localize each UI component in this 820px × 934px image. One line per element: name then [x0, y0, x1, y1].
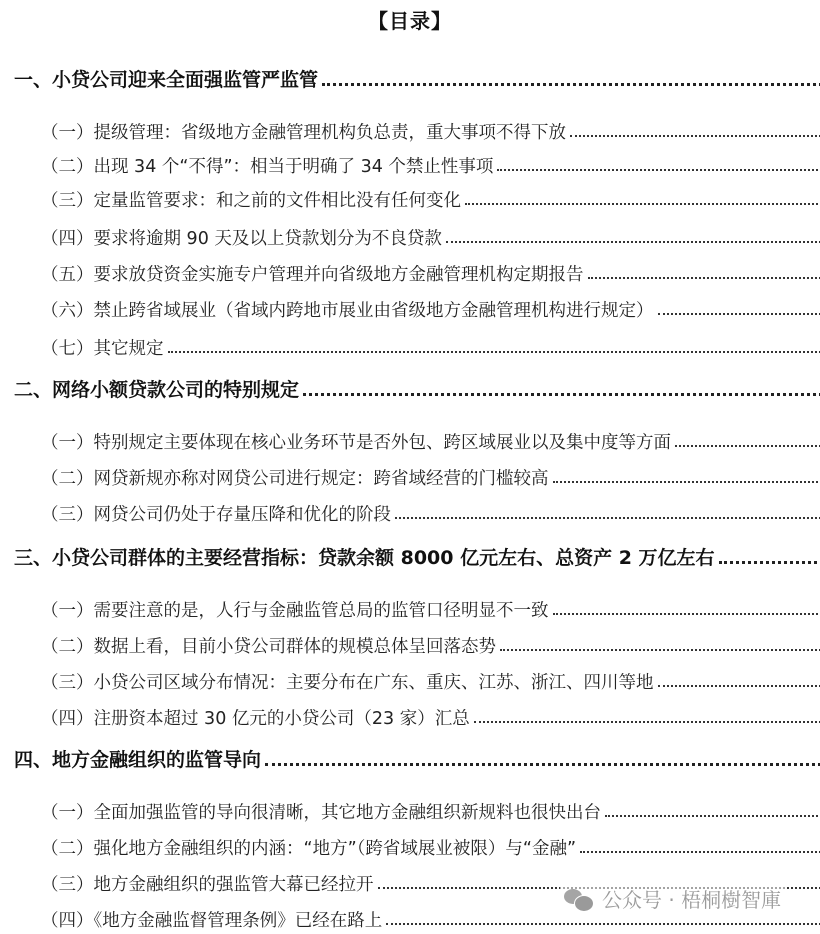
toc-item[interactable]	[0, 292, 820, 322]
dot-leader	[588, 277, 820, 279]
toc-item-text: （一）提级管理：省级地方金融管理机构负总责，重大事项不得下放	[41, 123, 566, 143]
watermark	[560, 884, 785, 913]
toc-item[interactable]	[0, 256, 820, 286]
dot-leader	[168, 351, 820, 353]
toc-item-text: （三）地方金融组织的强监管大幕已经拉开	[41, 875, 374, 895]
toc-heading-4[interactable]	[0, 742, 820, 772]
toc-item-text: （二）网贷新规亦称对网贷公司进行规定：跨省域经营的门槛较高	[41, 469, 549, 489]
toc-item[interactable]	[0, 628, 820, 658]
toc-heading-2[interactable]	[0, 372, 820, 402]
dot-leader	[474, 721, 820, 723]
toc-item-text: （二）出现 34 个“不得”：相当于明确了 34 个禁止性事项	[41, 157, 494, 177]
toc-item-text: （四）《地方金融监督管理条例》已经在路上	[41, 911, 383, 931]
dot-leader	[553, 481, 820, 483]
toc-item-text: （一）需要注意的是，人行与金融监管总局的监管口径明显不一致	[41, 601, 549, 621]
dot-leader	[658, 313, 820, 315]
toc-item-text: （三）定量监管要求：和之前的文件相比没有任何变化	[41, 191, 461, 211]
toc-item-text: （一）全面加强监管的导向很清晰，其它地方金融组织新规料也很快出台	[41, 803, 601, 823]
toc-item-text: （六）禁止跨省域展业（省域内跨地市展业由省级地方金融管理机构进行规定）	[41, 301, 654, 321]
toc-item[interactable]	[0, 114, 820, 144]
toc-item-text: （二）强化地方金融组织的内涵：“地方”（跨省域展业被限）与“金融”	[41, 839, 577, 859]
toc-item[interactable]	[0, 830, 820, 860]
toc-item-text: （三）网贷公司仍处于存量压降和优化的阶段	[41, 505, 391, 525]
toc-heading-text: 二、网络小额贷款公司的特别规定	[14, 379, 300, 401]
dot-leader	[386, 923, 820, 925]
toc-item-text: （七）其它规定	[41, 339, 164, 359]
toc-item[interactable]	[0, 700, 820, 730]
toc-item[interactable]	[0, 424, 820, 454]
wechat-icon	[564, 887, 594, 911]
dot-leader	[303, 393, 820, 396]
toc-item-text: （四）要求将逾期 90 天及以上贷款划分为不良贷款	[41, 229, 442, 249]
dot-leader	[265, 763, 820, 766]
toc-item[interactable]	[0, 460, 820, 490]
dot-leader	[322, 83, 820, 86]
toc-item-text: （二）数据上看，目前小贷公司群体的规模总体呈回落态势	[41, 637, 496, 657]
toc-item-text: （五）要求放贷资金实施专户管理并向省级地方金融管理机构定期报告	[41, 265, 584, 285]
toc-item-text: （四）注册资本超过 30 亿元的小贷公司（23 家）汇总	[41, 709, 470, 729]
toc-item-text: （一）特别规定主要体现在核心业务环节是否外包、跨区域展业以及集中度等方面	[41, 433, 671, 453]
toc-item[interactable]	[0, 330, 820, 360]
toc-item[interactable]	[0, 592, 820, 622]
toc-item[interactable]	[0, 794, 820, 824]
toc-heading-text: 三、小贷公司群体的主要经营指标：贷款余额 8000 亿元左右、总资产 2 万亿左右	[14, 547, 715, 569]
toc-item-text: （三）小贷公司区域分布情况：主要分布在广东、重庆、江苏、浙江、四川等地	[41, 673, 654, 693]
dot-leader	[500, 649, 820, 651]
toc-heading-1[interactable]	[0, 62, 820, 92]
toc-item[interactable]	[0, 182, 820, 212]
dot-leader	[395, 517, 820, 519]
dot-leader	[675, 445, 820, 447]
dot-leader	[580, 851, 820, 853]
watermark-text: 公众号 · 梧桐樹智庫	[602, 888, 782, 912]
toc-heading-text: 四、地方金融组织的监管导向	[14, 749, 262, 771]
dot-leader	[605, 815, 820, 817]
toc-item[interactable]	[0, 496, 820, 526]
dot-leader	[497, 169, 820, 171]
dot-leader	[553, 613, 820, 615]
toc-item[interactable]	[0, 220, 820, 250]
toc-heading-text: 一、小贷公司迎来全面强监管严监管	[14, 69, 319, 91]
toc-heading-3[interactable]	[0, 540, 820, 570]
dot-leader	[719, 561, 820, 564]
toc-title: 【目录】	[368, 9, 452, 33]
dot-leader	[658, 685, 820, 687]
dot-leader	[446, 241, 820, 243]
dot-leader	[570, 135, 820, 137]
toc-item[interactable]	[0, 148, 820, 178]
toc-item[interactable]	[0, 664, 820, 694]
dot-leader	[465, 203, 820, 205]
